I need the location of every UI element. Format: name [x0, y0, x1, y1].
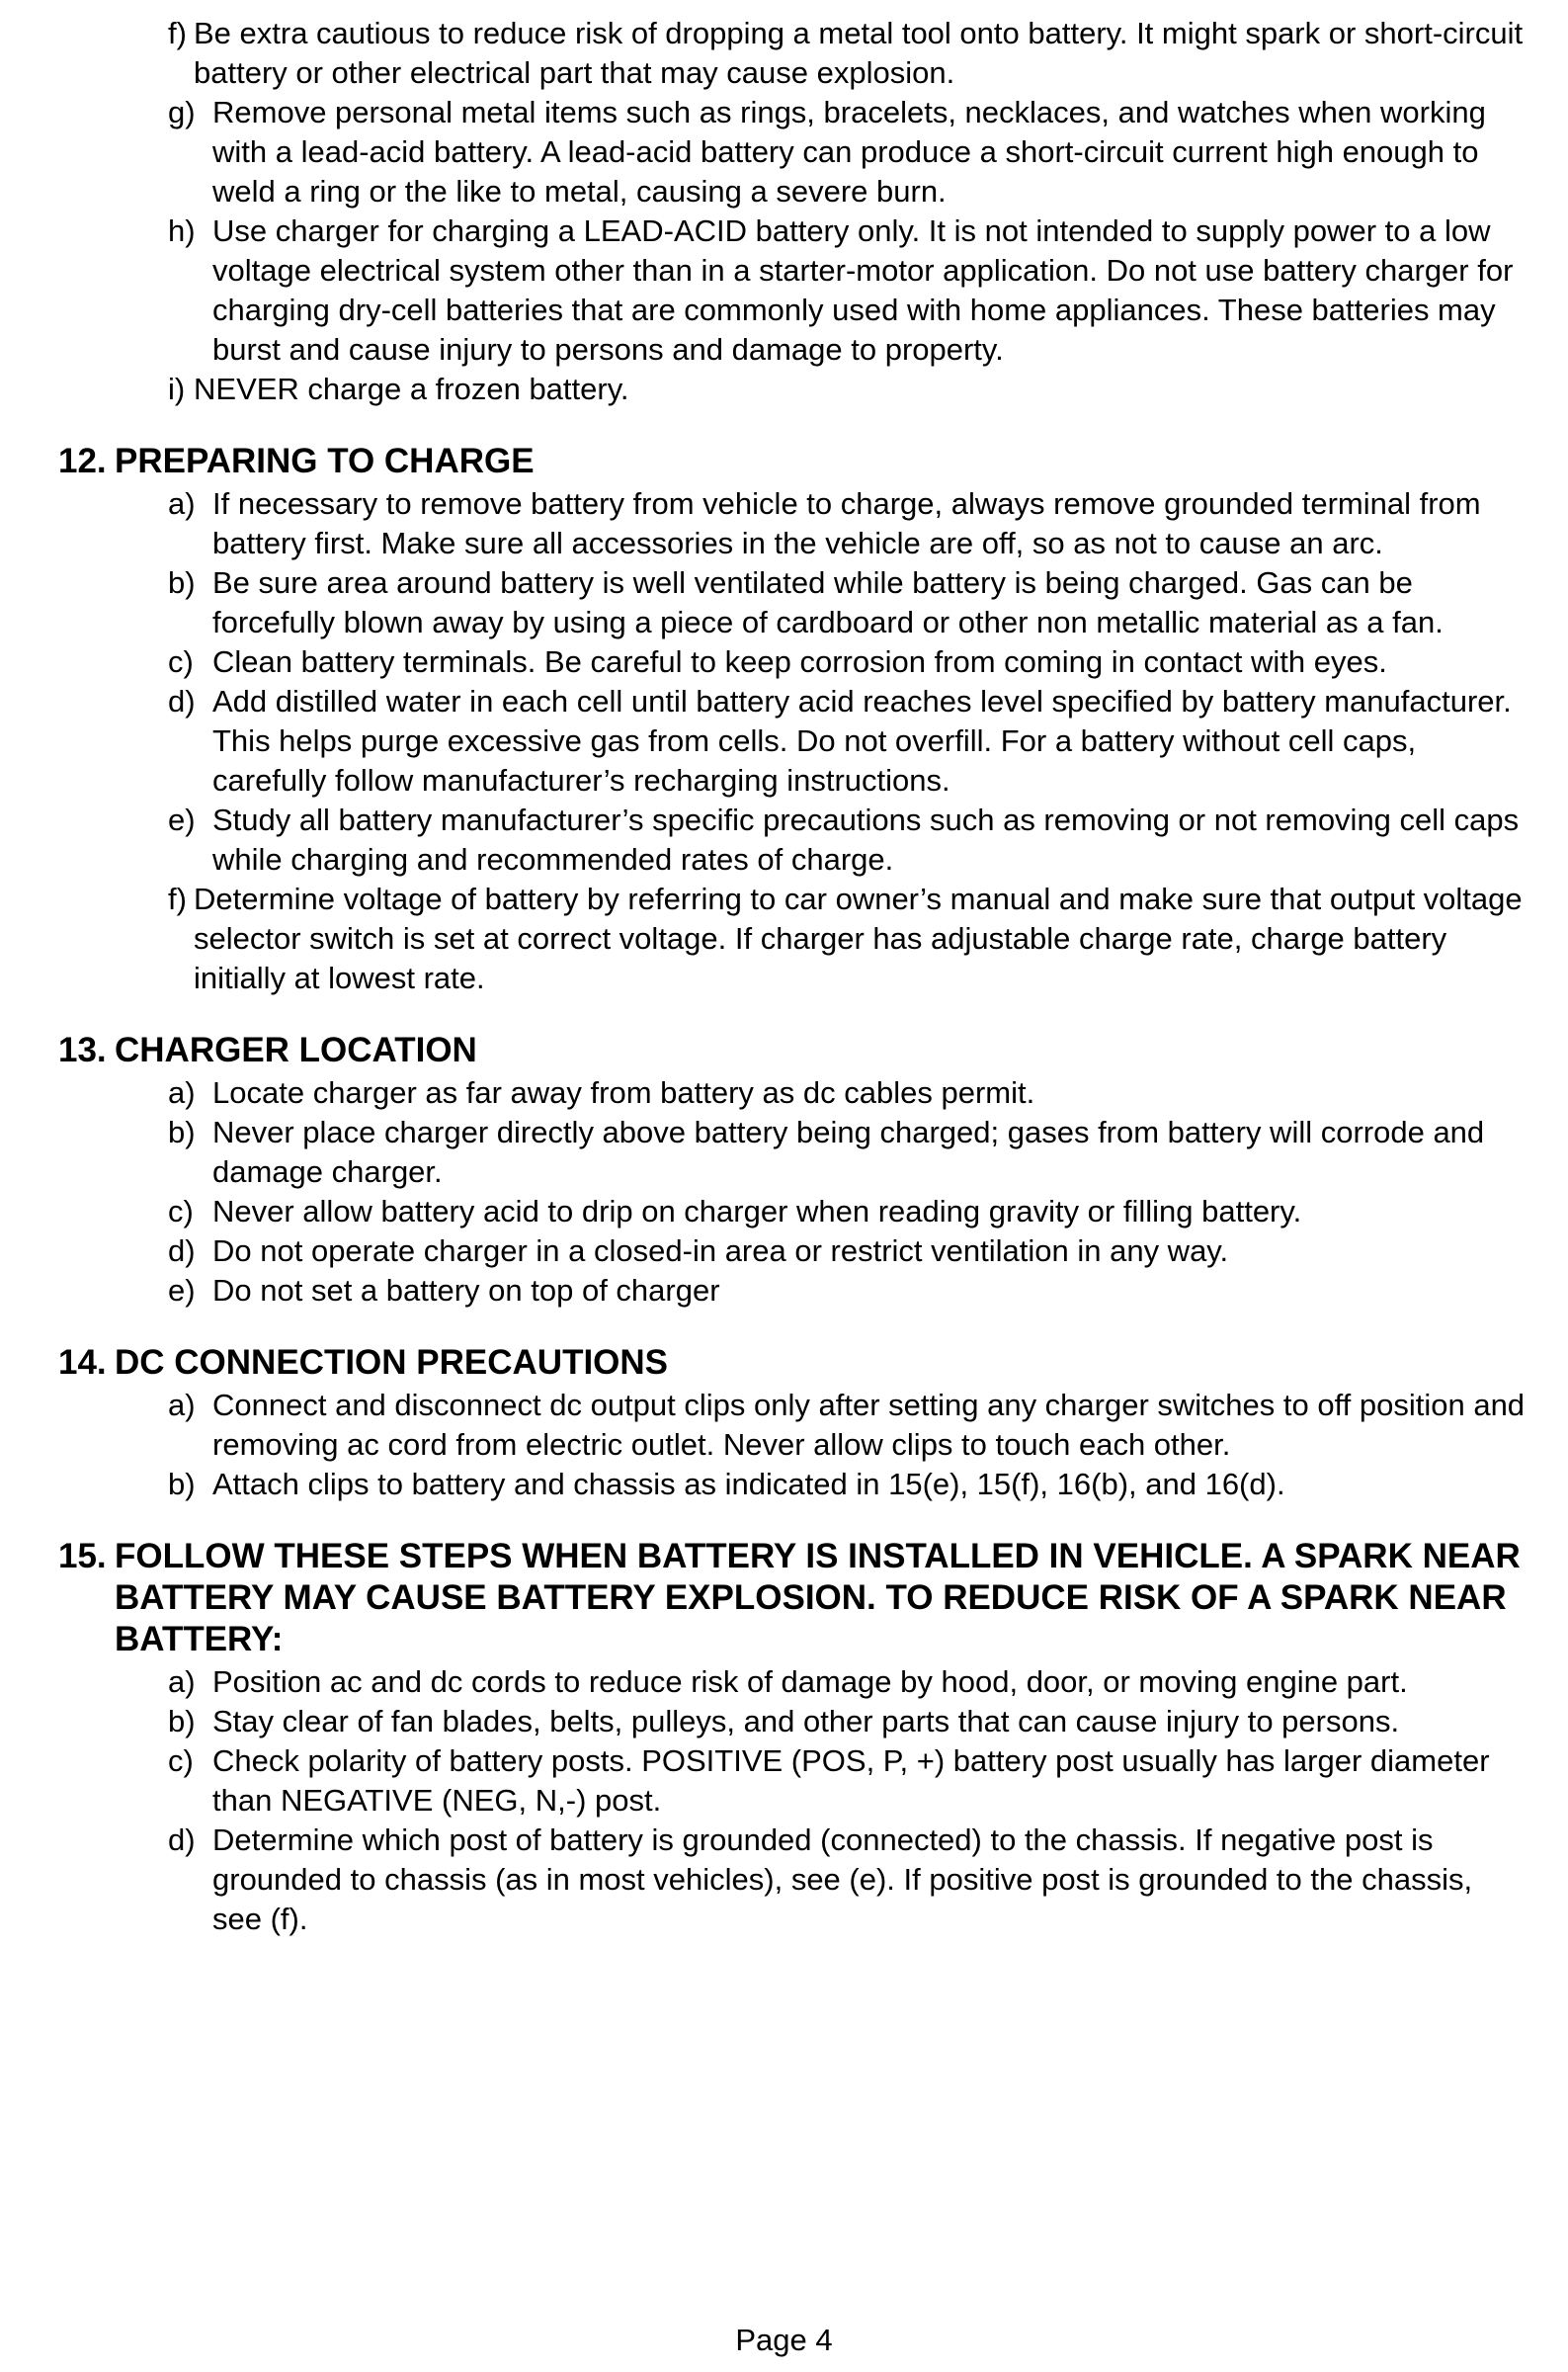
item-text: Determine voltage of battery by referring to car owner’s manual and make sure that output voltage selector switch is set at correct voltage. If charger has adjustable charge rate, charge battery initially at lowest rate. [194, 882, 1523, 995]
item-text: Check polarity of battery posts. POSITIVE (POS, P, +) battery post usually has larger diameter than NEGATIVE (NEG, N,-) post. [212, 1743, 1490, 1818]
item-marker: c) [168, 1743, 194, 1778]
item-marker: b) [168, 1115, 196, 1149]
list-item [168, 1465, 1527, 1504]
item-marker: c) [168, 1194, 194, 1228]
list-item [168, 484, 1527, 563]
item-text: Stay clear of fan blades, belts, pulleys, and other parts that can cause injury to persons. [212, 1704, 1400, 1738]
list-item [168, 563, 1527, 642]
item-text: Add distilled water in each cell until battery acid reaches level specified by battery manufacturer. This helps purge excessive gas from cells. Do not overfill. For a battery without cell caps, carefully follow manufacturer’s recharging instructions. [212, 684, 1512, 798]
list-item [168, 1231, 1527, 1271]
section-heading [58, 1536, 1527, 1660]
item-marker: f) [168, 882, 187, 916]
item-text: Do not set a battery on top of charger [212, 1273, 720, 1308]
item-text: Use charger for charging a LEAD-ACID battery only. It is not intended to supply power to a low voltage electrical system other than in a starter-motor application. Do not use battery charger for charging dry-cell batteries that are commonly used with home appliances. These batteries may burst and cause injury to persons and damage to property. [212, 213, 1514, 367]
list-item [168, 682, 1527, 801]
item-marker: b) [168, 1467, 196, 1501]
item-marker: c) [168, 644, 194, 679]
item-text: NEVER charge a frozen battery. [194, 372, 629, 406]
item-text: Be extra cautious to reduce risk of dropping a metal tool onto battery. It might spark or short-circuit battery or other electrical part that may cause explosion. [194, 16, 1524, 90]
section-title: DC CONNECTION PRECAUTIONS [115, 1343, 669, 1382]
list-item [168, 1271, 1527, 1311]
item-marker: e) [168, 803, 196, 837]
item-marker: f) [168, 16, 187, 50]
list-item [168, 212, 1527, 370]
section-number: 15. [58, 1537, 107, 1575]
item-text: If necessary to remove battery from vehicle to charge, always remove grounded terminal from battery first. Make sure all accessories in the vehicle are off, so as not to cause an arc. [212, 486, 1481, 560]
section-number: 13. [58, 1031, 107, 1069]
list-item [168, 1113, 1527, 1192]
section-heading [58, 1030, 1527, 1071]
item-marker: a) [168, 1664, 196, 1699]
page-footer [0, 2321, 1568, 2360]
list-item [168, 880, 1527, 998]
item-marker: b) [168, 565, 196, 600]
item-text: Locate charger as far away from battery as dc cables permit. [212, 1075, 1035, 1110]
item-marker: d) [168, 1233, 196, 1268]
section-title: PREPARING TO CHARGE [115, 442, 535, 480]
item-text: Determine which post of battery is grounded (connected) to the chassis. If negative post is grounded to chassis (as in most vehicles), see (e). If positive post is grounded to the chassis, see (f). [212, 1822, 1473, 1936]
item-marker: h) [168, 213, 196, 248]
section-heading [58, 441, 1527, 482]
list-item [168, 1702, 1527, 1741]
item-marker: b) [168, 1704, 196, 1738]
list-item [168, 1821, 1527, 1939]
list-item [168, 1741, 1527, 1821]
list-item [168, 1662, 1527, 1702]
item-marker: d) [168, 684, 196, 719]
item-marker: a) [168, 1075, 196, 1110]
list-item [168, 370, 1527, 409]
list-item [168, 642, 1527, 682]
list-item [168, 14, 1527, 93]
item-text: Study all battery manufacturer’s specific precautions such as removing or not removing cell caps while charging and recommended rates of charge. [212, 803, 1520, 877]
item-marker: i) [168, 372, 186, 406]
section-title: CHARGER LOCATION [115, 1031, 477, 1069]
item-marker: a) [168, 1388, 196, 1422]
item-marker: d) [168, 1822, 196, 1857]
item-text: Remove personal metal items such as rings, bracelets, necklaces, and watches when working with a lead-acid battery. A lead-acid battery can produce a short-circuit current high enough to weld a ring or the like to metal, causing a severe burn. [212, 95, 1486, 209]
list-item [168, 93, 1527, 212]
item-text: Attach clips to battery and chassis as indicated in 15(e), 15(f), 16(b), and 16(d). [212, 1467, 1285, 1501]
section-number: 12. [58, 442, 107, 480]
item-text: Never place charger directly above battery being charged; gases from battery will corrode and damage charger. [212, 1115, 1485, 1189]
list-item [168, 1073, 1527, 1113]
list-item [168, 1386, 1527, 1465]
section-number: 14. [58, 1343, 107, 1382]
item-text: Never allow battery acid to drip on charger when reading gravity or filling battery. [212, 1194, 1302, 1228]
item-text: Be sure area around battery is well ventilated while battery is being charged. Gas can be forcefully blown away by using a piece of cardboard or other non metallic material as a fan. [212, 565, 1444, 639]
list-item [168, 1192, 1527, 1231]
item-text: Connect and disconnect dc output clips only after setting any charger switches to off position and removing ac cord from electric outlet. Never allow clips to touch each other. [212, 1388, 1526, 1462]
item-marker: e) [168, 1273, 196, 1308]
item-text: Position ac and dc cords to reduce risk of damage by hood, door, or moving engine part. [212, 1664, 1408, 1699]
section-title: FOLLOW THESE STEPS WHEN BATTERY IS INSTALLED IN VEHICLE. A SPARK NEAR BATTERY MAY CAUSE BATTERY EXPLOSION. TO REDUCE RISK OF A SPARK NEAR BATTERY: [115, 1537, 1521, 1658]
item-marker: g) [168, 95, 196, 129]
section-heading [58, 1342, 1527, 1384]
item-marker: a) [168, 486, 196, 521]
list-item [168, 801, 1527, 880]
item-text: Clean battery terminals. Be careful to keep corrosion from coming in contact with eyes. [212, 644, 1387, 679]
page-number-label: Page 4 [735, 2323, 833, 2357]
item-text: Do not operate charger in a closed-in area or restrict ventilation in any way. [212, 1233, 1229, 1268]
